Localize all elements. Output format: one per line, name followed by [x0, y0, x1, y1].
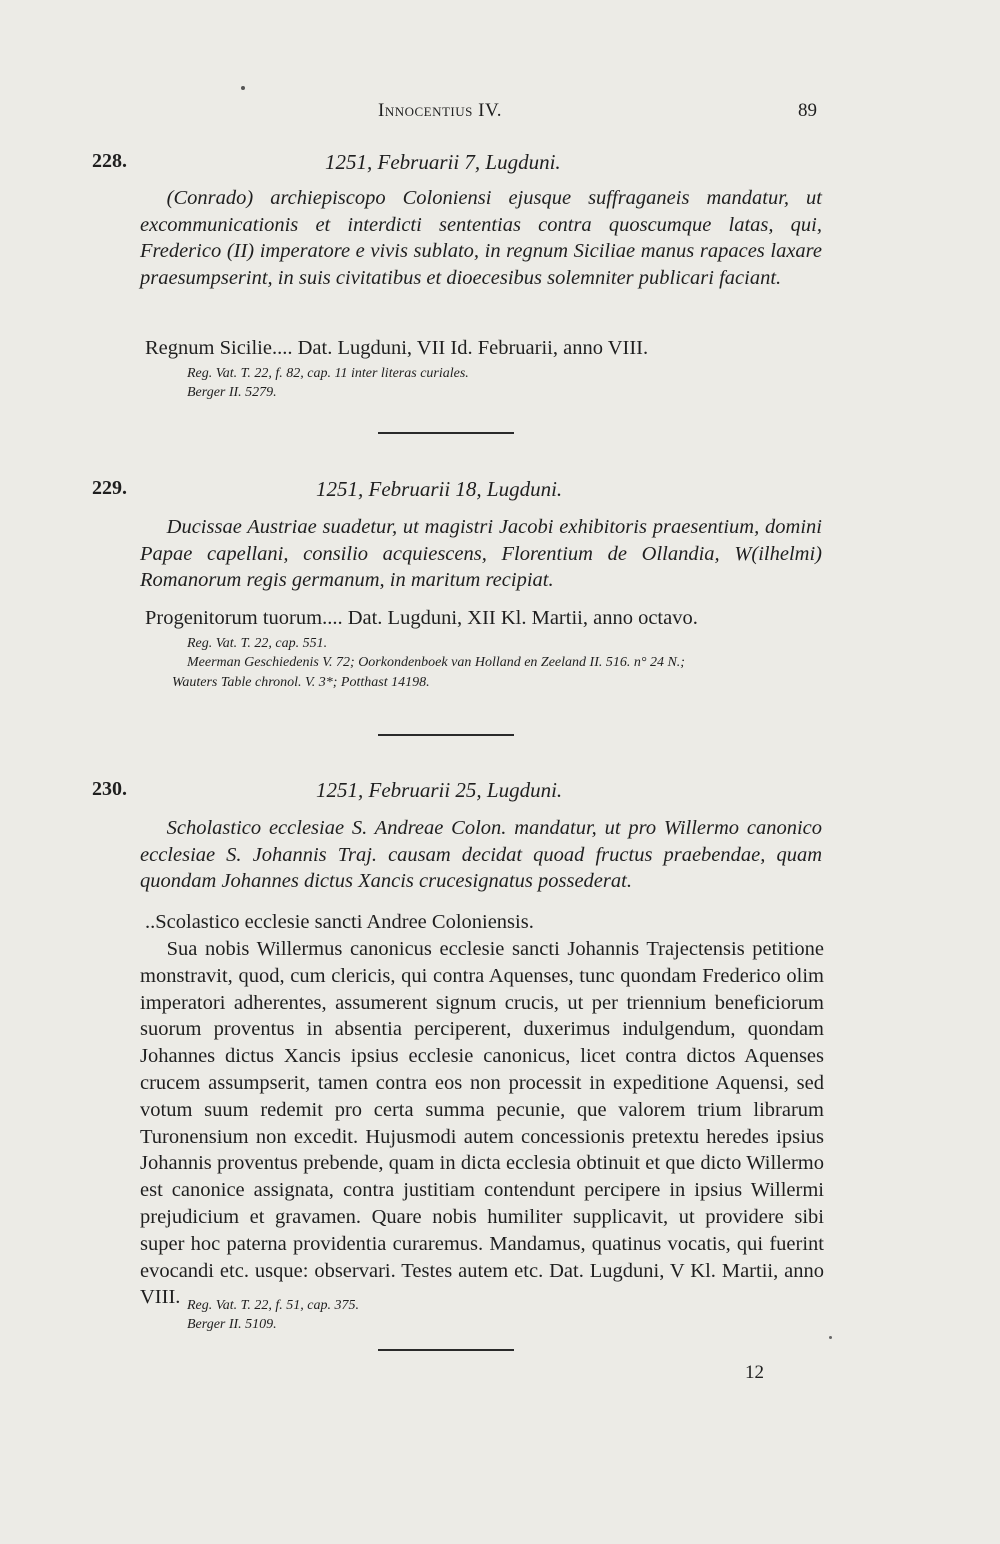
entry-dateline: 1251, Februarii 25, Lugduni. — [316, 778, 563, 802]
entry-body-text: Sua nobis Willermus canonicus ecclesie sancti Johannis Trajectensis petitione monstravit, quod, cum clericis, qui contra Aquenses, tunc quondam Frederico olim imperatori adherentes, assumerent signum crucis, ut per triennium beneficiorum suorum proventus in absentia perciperent, duxerimus indulgendum, quondam Johannes dictus Xancis ipsius ecclesie canonicus, licet contra dictos Aquenses crucem assumpserit, tamen contra eos non processit in expeditione Aquensi, sed votum suum redemit pro certa summa pecunie, que valorem trium librarum Turonensium non excedit. Hujusmodi autem concessionis pretextu heredes ipsius Johannis proventus prebende, quam in dicta ecclesia obtinuit et que dicto Willermo est canonice assignata, contra justitiam contendunt percipere in ipsius Willermi prejudicium et gravamen. Quare nobis humiliter supplicavit, ut providere sibi super hoc paterna providentia curaremus. Mandamus, quatinus vocatis, qui fuerint evocandi etc. usque: observari. Testes autem etc. Dat. Lugduni, V Kl. Martii, anno VIII. — [140, 938, 824, 1309]
entry-reference: Meerman Geschiedenis V. 72; Oorkondenboek van Holland en Zeeland II. 516. n° 24 N.; — [187, 655, 685, 670]
entry-incipit: Progenitorum tuorum.... Dat. Lugduni, XII Kl. Martii, anno octavo. — [145, 607, 698, 629]
entry-reference: Reg. Vat. T. 22, f. 82, cap. 11 inter literas curiales. — [187, 366, 469, 381]
entry-number: 229. — [92, 477, 127, 499]
entry-address: ..Scolastico ecclesie sancti Andree Coloniensis. — [145, 911, 534, 933]
separator-rule — [378, 734, 514, 736]
entry-dateline: 1251, Februarii 18, Lugduni. — [316, 477, 563, 501]
entry-reference: Berger II. 5279. — [187, 385, 277, 400]
running-title: Innocentius IV. — [378, 100, 502, 121]
entry-dateline: 1251, Februarii 7, Lugduni. — [325, 150, 561, 174]
signature-mark: 12 — [745, 1362, 764, 1383]
entry-reference: Reg. Vat. T. 22, f. 51, cap. 375. — [187, 1298, 360, 1313]
print-speck — [241, 86, 245, 90]
entry-summary: Scholastico ecclesiae S. Andreae Colon. mandatur, ut pro Willermo canonico ecclesiae S. Johannis Traj. causam decidat quoad fructus praebendae, quam quondam Johannes dictus Xancis crucesignatus possederat. — [140, 817, 822, 892]
print-speck — [829, 1336, 832, 1339]
entry-reference: Wauters Table chronol. V. 3*; Potthast 14198. — [172, 675, 430, 690]
entry-reference: Berger II. 5109. — [187, 1317, 277, 1332]
entry-summary: Ducissae Austriae suadetur, ut magistri Jacobi exhibitoris praesentium, domini Papae capellani, consilio acquiescens, Florentium de Ollandia, W(ilhelmi) Romanorum regis germanum, in maritum recipiat. — [140, 516, 822, 591]
entry-reference: Reg. Vat. T. 22, cap. 551. — [187, 636, 328, 651]
entry-number: 230. — [92, 778, 127, 800]
entry-incipit: Regnum Sicilie.... Dat. Lugduni, VII Id. Februarii, anno VIII. — [145, 337, 649, 359]
entry-summary: (Conrado) archiepiscopo Coloniensi ejusque suffraganeis mandatur, ut excommunicationis et interdicti sententias contra quoscumque latas, qui, Frederico (II) imperatore e vivis sublato, in regnum Siciliae manus rapaces laxare praesumpserint, in suis civitatibus et dioecesibus solemniter publicari faciant. — [140, 187, 822, 289]
separator-rule — [378, 1349, 514, 1351]
entry-number: 228. — [92, 150, 127, 172]
page-number: 89 — [798, 100, 817, 121]
separator-rule — [378, 432, 514, 434]
